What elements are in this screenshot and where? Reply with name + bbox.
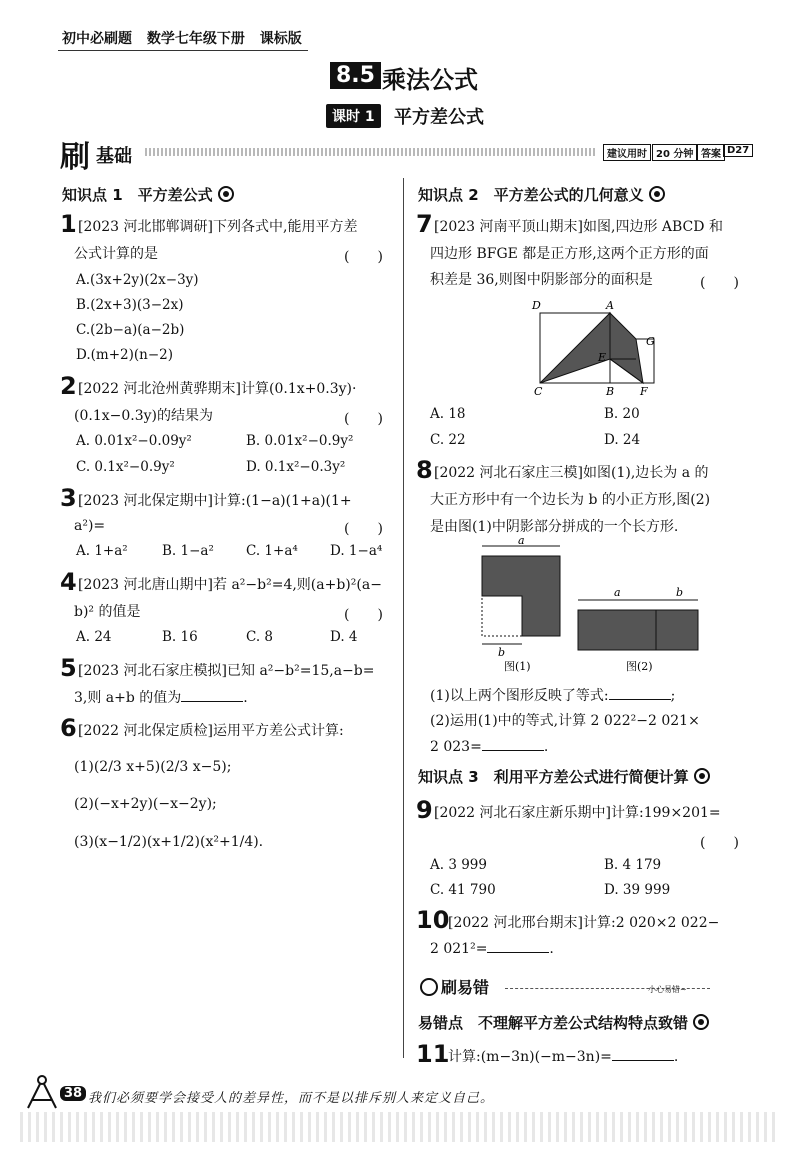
q9-answer-paren[interactable]: ( ) (700, 835, 739, 851)
target-icon (649, 186, 665, 202)
answer-page: D27 (723, 144, 753, 157)
knowledge-point-1 (62, 184, 234, 205)
q3-option-d[interactable]: D. 1−a⁴ (330, 543, 383, 559)
q10-answer-blank[interactable] (487, 940, 549, 953)
q8-stem-2: 大正方形中有一个边长为 b 的小正方形,图(2) (430, 492, 711, 508)
q11-number: 11 (416, 1040, 450, 1068)
q3-number: 3 (60, 484, 77, 512)
q8-figure-2 (574, 586, 704, 676)
q8-sub-2: (2)运用(1)中的等式,计算 2 022²−2 021× (430, 713, 700, 729)
page-number: 38 (60, 1086, 86, 1101)
q5-stem-2-text: 3,则 a+b 的值为 (74, 690, 182, 706)
q8-sub-2-blank[interactable] (482, 738, 544, 751)
wrong-tag: 小心易错~ (648, 985, 687, 994)
q10-stem-1: [2022 河北邢台期末]计算:2 020×2 022− (448, 915, 720, 931)
kp3-title: 知识点 3 利用平方差公式进行简便计算 (418, 768, 689, 786)
label-D: D (532, 299, 541, 312)
q8-figure-1 (476, 536, 566, 676)
target-icon (694, 768, 710, 784)
q10-stem-2: 2 021²= . (430, 941, 554, 957)
q10-number: 10 (416, 906, 450, 934)
q2-stem-1: [2022 河北沧州黄骅期末]计算(0.1x+0.3y)· (78, 381, 357, 397)
q3-option-b[interactable]: B. 1−a² (162, 543, 214, 559)
fig2-caption: 图(2) (626, 660, 653, 673)
q2-answer-paren[interactable]: ( ) (344, 411, 383, 427)
fig1-caption: 图(1) (504, 660, 531, 673)
q9-stem: [2022 河北石家庄新乐期中]计算:199×201= (434, 805, 721, 821)
label-E: E (598, 351, 607, 364)
q9-option-b[interactable]: B. 4 179 (604, 857, 662, 873)
q8-sub-1-blank[interactable] (609, 687, 671, 700)
q7-stem-1: [2023 河南平顶山期末]如图,四边形 ABCD 和 (434, 219, 723, 235)
wrong-section-title (420, 975, 489, 998)
footer-motto: 我们必须要学会接受人的差异性，而不是以排斥别人来定义自己。 (88, 1091, 495, 1106)
q6-sub-2: (2)(−x+2y)(−x−2y); (74, 796, 217, 812)
knowledge-point-3 (418, 766, 710, 787)
compass-logo-icon (22, 1072, 62, 1112)
q4-option-d[interactable]: D. 4 (330, 629, 358, 645)
kp1-title: 知识点 1 平方差公式 (62, 186, 213, 204)
fig1-a-label: a (518, 536, 525, 547)
error-icon (420, 978, 438, 996)
wrong-title-text: 刷易错 (441, 978, 490, 997)
q1-stem-1: [2023 河北邯郸调研]下列各式中,能用平方差 (78, 219, 358, 235)
knowledge-point-2 (418, 184, 665, 205)
q2-number: 2 (60, 372, 77, 400)
q2-option-b[interactable]: B. 0.01x²−0.9y² (246, 433, 354, 449)
q8-stem-3: 是由图(1)中阴影部分拼成的一个长方形. (430, 519, 679, 535)
q2-option-c[interactable]: C. 0.1x²−0.9y² (76, 459, 175, 475)
q9-option-c[interactable]: C. 41 790 (430, 882, 496, 898)
q3-answer-paren[interactable]: ( ) (344, 521, 383, 537)
q7-figure (528, 295, 658, 397)
fig2-b-label: b (676, 586, 684, 599)
q6-sub-3: (3)(x−1/2)(x+1/2)(x²+1/4). (74, 834, 264, 850)
q1-stem-2: 公式计算的是 (74, 246, 158, 262)
q8-sub-1: (1)以上两个图形反映了等式: ; (430, 688, 676, 704)
edition-name: 课标版 (259, 31, 302, 47)
q11-stem-text: 计算:(m−3n)(−m−3n)= (448, 1049, 612, 1065)
label-F: F (640, 385, 648, 397)
lesson-badge: 课时 1 (326, 104, 381, 128)
section-title: 乘法公式 (382, 66, 478, 94)
q2-stem-2: (0.1x−0.3y)的结果为 (74, 408, 213, 424)
q1-option-d[interactable]: D.(m+2)(n−2) (76, 347, 173, 363)
q4-answer-paren[interactable]: ( ) (344, 607, 383, 623)
target-icon (693, 1014, 709, 1030)
header-rule (58, 50, 308, 51)
q10-stem-2-text: 2 021²= (430, 941, 488, 957)
q3-option-c[interactable]: C. 1+a⁴ (246, 543, 298, 559)
time-value: 20 分钟 (652, 144, 697, 161)
target-icon (218, 186, 234, 202)
book-header (62, 28, 312, 48)
q7-number: 7 (416, 210, 433, 238)
series-name: 初中必刷题 (62, 31, 132, 47)
answer-label: 答案 (697, 144, 725, 161)
q1-option-c[interactable]: C.(2b−a)(a−2b) (76, 322, 185, 338)
q7-option-b[interactable]: B. 20 (604, 406, 640, 422)
q6-number: 6 (60, 714, 77, 742)
q6-stem: [2022 河北保定质检]运用平方差公式计算: (78, 723, 344, 739)
q7-option-a[interactable]: A. 18 (430, 406, 466, 422)
q8-stem-1: [2022 河北石家庄三模]如图(1),边长为 a 的 (434, 465, 709, 481)
wrong-point-text: 易错点 不理解平方差公式结构特点致错 (418, 1014, 689, 1032)
q7-stem-2: 四边形 BFGE 都是正方形,这两个正方形的面 (430, 246, 709, 262)
q2-option-d[interactable]: D. 0.1x²−0.3y² (246, 459, 346, 475)
q7-option-c[interactable]: C. 22 (430, 432, 466, 448)
footer-stripe (20, 1112, 780, 1142)
time-label: 建议用时 (603, 144, 651, 161)
q5-stem-2: 3,则 a+b 的值为 . (74, 690, 248, 706)
q1-option-a[interactable]: A.(3x+2y)(2x−3y) (76, 272, 199, 288)
q9-option-d[interactable]: D. 39 999 (604, 882, 671, 898)
fig2-a-label: a (614, 586, 621, 599)
basic-label: 基础 (96, 146, 132, 167)
q3-option-a[interactable]: A. 1+a² (76, 543, 128, 559)
section-number: 8.5 (330, 62, 381, 89)
q4-stem-1: [2023 河北唐山期中]若 a²−b²=4,则(a+b)²(a− (78, 577, 382, 593)
label-G: G (646, 335, 655, 348)
label-A: A (606, 299, 614, 312)
q8-sub-1-text: (1)以上两个图形反映了等式: (430, 688, 609, 704)
q5-number: 5 (60, 654, 77, 682)
q6-sub-1: (1)(2/3 x+5)(2/3 x−5); (74, 759, 232, 775)
q8-sub-2b: 2 023= . (430, 739, 549, 755)
q1-number: 1 (60, 210, 77, 238)
q4-number: 4 (60, 568, 77, 596)
brush-mark: 刷 (60, 140, 90, 175)
q8-sub-2b-text: 2 023= (430, 739, 482, 755)
dotted-band (145, 148, 595, 156)
kp2-title: 知识点 2 平方差公式的几何意义 (418, 186, 644, 204)
subject-name: 数学七年级下册 (146, 31, 245, 47)
lesson-title: 平方差公式 (394, 107, 484, 128)
q4-option-c[interactable]: C. 8 (246, 629, 274, 645)
q7-option-d[interactable]: D. 24 (604, 432, 641, 448)
fig1-b-label: b (498, 646, 506, 659)
q5-answer-blank[interactable] (181, 689, 243, 702)
q3-stem-2: a²)= (74, 518, 106, 534)
q4-option-a[interactable]: A. 24 (76, 629, 112, 645)
label-B: B (606, 385, 615, 397)
q4-stem-2: b)² 的值是 (74, 604, 141, 620)
q11-answer-blank[interactable] (612, 1048, 674, 1061)
q7-answer-paren[interactable]: ( ) (700, 275, 739, 291)
column-divider (403, 178, 404, 1058)
q9-option-a[interactable]: A. 3 999 (430, 857, 487, 873)
q4-option-b[interactable]: B. 16 (162, 629, 198, 645)
q1-answer-paren[interactable]: ( ) (344, 249, 383, 265)
q11-stem: 计算:(m−3n)(−m−3n)= . (448, 1049, 679, 1065)
label-C: C (534, 385, 543, 397)
q9-number: 9 (416, 796, 433, 824)
q7-stem-3: 积差是 36,则图中阴影部分的面积是 (430, 272, 653, 288)
q3-stem-1: [2023 河北保定期中]计算:(1−a)(1+a)(1+ (78, 493, 352, 509)
q5-stem-1: [2023 河北石家庄模拟]已知 a²−b²=15,a−b= (78, 663, 375, 679)
q8-number: 8 (416, 456, 433, 484)
q2-option-a[interactable]: A. 0.01x²−0.09y² (76, 433, 192, 449)
q1-option-b[interactable]: B.(2x+3)(3−2x) (76, 297, 184, 313)
wrong-point (418, 1012, 709, 1033)
